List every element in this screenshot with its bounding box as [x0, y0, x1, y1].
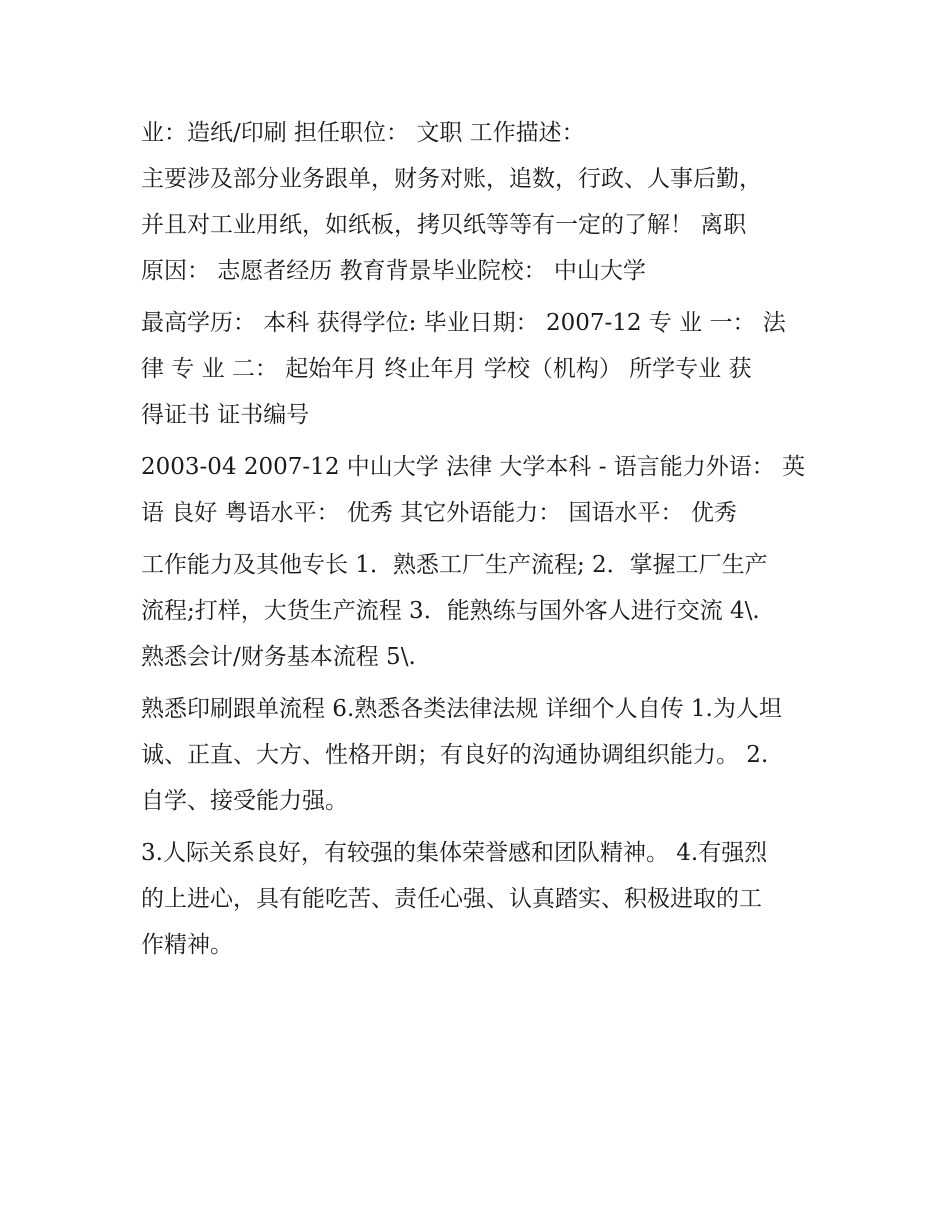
text-line: 工作能力及其他专长 1．熟悉工厂生产流程; 2．掌握工厂生产	[141, 552, 768, 578]
text-line: 3.人际关系良好，有较强的集体荣誉感和团队精神。 4.有强烈	[141, 840, 768, 866]
resume-text-body	[141, 110, 821, 968]
text-line: 律 专 业 二： 起始年月 终止年月 学校（机构） 所学专业 获	[141, 356, 752, 382]
text-line: 熟悉会计/财务基本流程 5\.	[141, 644, 416, 670]
text-line: 作精神。	[141, 932, 233, 958]
text-line: 最高学历： 本科 获得学位: 毕业日期： 2007-12 专 业 一： 法	[141, 310, 786, 336]
text-line: 熟悉印刷跟单流程 6.熟悉各类法律法规 详细个人自传 1.为人坦	[141, 696, 782, 722]
text-line: 原因： 志愿者经历 教育背景毕业院校： 中山大学	[141, 258, 646, 284]
text-line: 诚、正直、大方、性格开朗；有良好的沟通协调组织能力。 2.	[141, 742, 769, 768]
text-line: 得证书 证书编号	[141, 402, 310, 428]
text-line: 的上进心，具有能吃苦、责任心强、认真踏实、积极进取的工	[141, 886, 762, 912]
text-line: 主要涉及部分业务跟单，财务对账，追数，行政、人事后勤，	[141, 166, 762, 192]
text-line: 业：造纸/印刷 担任职位： 文职 工作描述：	[141, 120, 585, 146]
text-line: 自学、接受能力强。	[141, 788, 348, 814]
text-line: 语 良好 粤语水平： 优秀 其它外语能力： 国语水平： 优秀	[141, 500, 737, 526]
text-line: 并且对工业用纸，如纸板，拷贝纸等等有一定的了解！ 离职	[141, 212, 747, 238]
text-line: 流程;打样，大货生产流程 3．能熟练与国外客人进行交流 4\.	[141, 598, 760, 624]
text-line: 2003-04 2007-12 中山大学 法律 大学本科 - 语言能力外语： 英	[141, 454, 806, 480]
